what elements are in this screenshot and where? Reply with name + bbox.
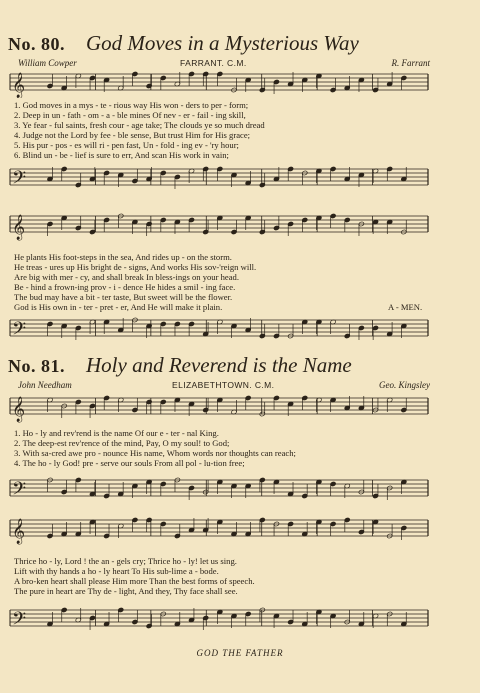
hymn-number: No. 80. [8,34,65,54]
verse-line: 2. The deep-est rev'rence of the mind, Pay, O my soul! to God; [14,438,230,448]
verse-line: The pure in heart are Thy de - light, And they, Thy face shall see. [14,586,238,596]
verse-line: 6. Blind un - be - lief is sure to err, And scan His work in vain; [14,150,229,160]
hymn-80-heading [8,31,472,60]
verse-line: He plants His foot-steps in the sea, And rides up - on the storm. [14,252,232,262]
svg-text:𝄞: 𝄞 [12,73,26,98]
hymn-81-verses-a [14,428,444,468]
music-staff [0,160,480,194]
tune-name: FARRANT. C.M. [180,58,247,68]
hymn-81-heading [8,353,472,382]
svg-text:𝄢: 𝄢 [12,609,27,634]
music-staff [0,508,480,548]
svg-text:𝄢: 𝄢 [12,168,27,193]
svg-text:𝄞: 𝄞 [12,215,26,240]
verse-line: 1. God moves in a mys - te - rious way His won - ders to per - form; [14,100,249,110]
verse-line: 3. With sa-cred awe pro - nounce His name, Whom words nor thoughts can reach; [14,448,296,458]
music-staff [0,470,480,506]
verse-line: 2. Deep in un - fath - om - a - ble mines Of nev - er - fail - ing skill, [14,110,246,120]
verse-line: 3. Ye fear - ful saints, fresh cour - age take; The clouds ye so much dread [14,120,265,130]
music-staff [0,596,480,640]
verse-line: 5. His pur - pos - es will ri - pen fast, Un - fold - ing ev - 'ry hour; [14,140,239,150]
verse-line: 4. Judge not the Lord by fee - ble sense, But trust Him for His grace; [14,130,251,140]
tune-name: ELIZABETHTOWN. C.M. [172,380,275,390]
verse-line: 1. Ho - ly and rev'rend is the name Of our e - ter - nal King. [14,428,219,438]
page-footer: GOD THE FATHER [196,648,284,658]
music-staff [0,308,480,348]
hymn-title: God Moves in a Mysterious Way [86,31,359,55]
verse-line: 4. The ho - ly God! pre - serve our souls From all pol - lu-tion free; [14,458,245,468]
amen-label: A - MEN. [388,302,423,312]
hymn-81-verses-b [14,556,444,596]
hymn-80-verses-b [14,252,444,312]
music-staff [0,386,480,426]
music-staff [0,204,480,244]
music-staff [0,66,480,98]
svg-text:𝄞: 𝄞 [12,397,26,422]
svg-text:𝄢: 𝄢 [12,319,27,344]
author-name: William Cowper [18,58,77,68]
verse-line: God is His own in - ter - pret - er, And He will make it plain. [14,302,223,312]
hymn-number: No. 81. [8,356,65,376]
verse-line: Be - hind a frown-ing prov - i - dence He hides a smil - ing face. [14,282,236,292]
verse-line: He treas - ures up His bright de - signs, And works His sov-'reign will. [14,262,257,272]
hymn-title: Holy and Reverend is the Name [86,353,352,377]
verse-line: The bud may have a bit - ter taste, But sweet will be the flower. [14,292,233,302]
hymn-80-verses-a [14,100,444,160]
svg-text:𝄞: 𝄞 [12,519,26,544]
verse-line: Thrice ho - ly, Lord ! the an - gels cry; Thrice ho - ly! let us sing. [14,556,237,566]
verse-line: A bro-ken heart shall please Him more Than the best forms of speech. [14,576,255,586]
composer-name: R. Farrant [391,58,430,68]
verse-line: Lift with thy hands a ho - ly heart To His sub-lime a - bode. [14,566,219,576]
composer-name: Geo. Kingsley [379,380,430,390]
verse-line: Are big with mer - cy, and shall break In bless-ings on your head. [14,272,239,282]
author-name: John Needham [18,380,72,390]
svg-text:𝄢: 𝄢 [12,479,27,504]
